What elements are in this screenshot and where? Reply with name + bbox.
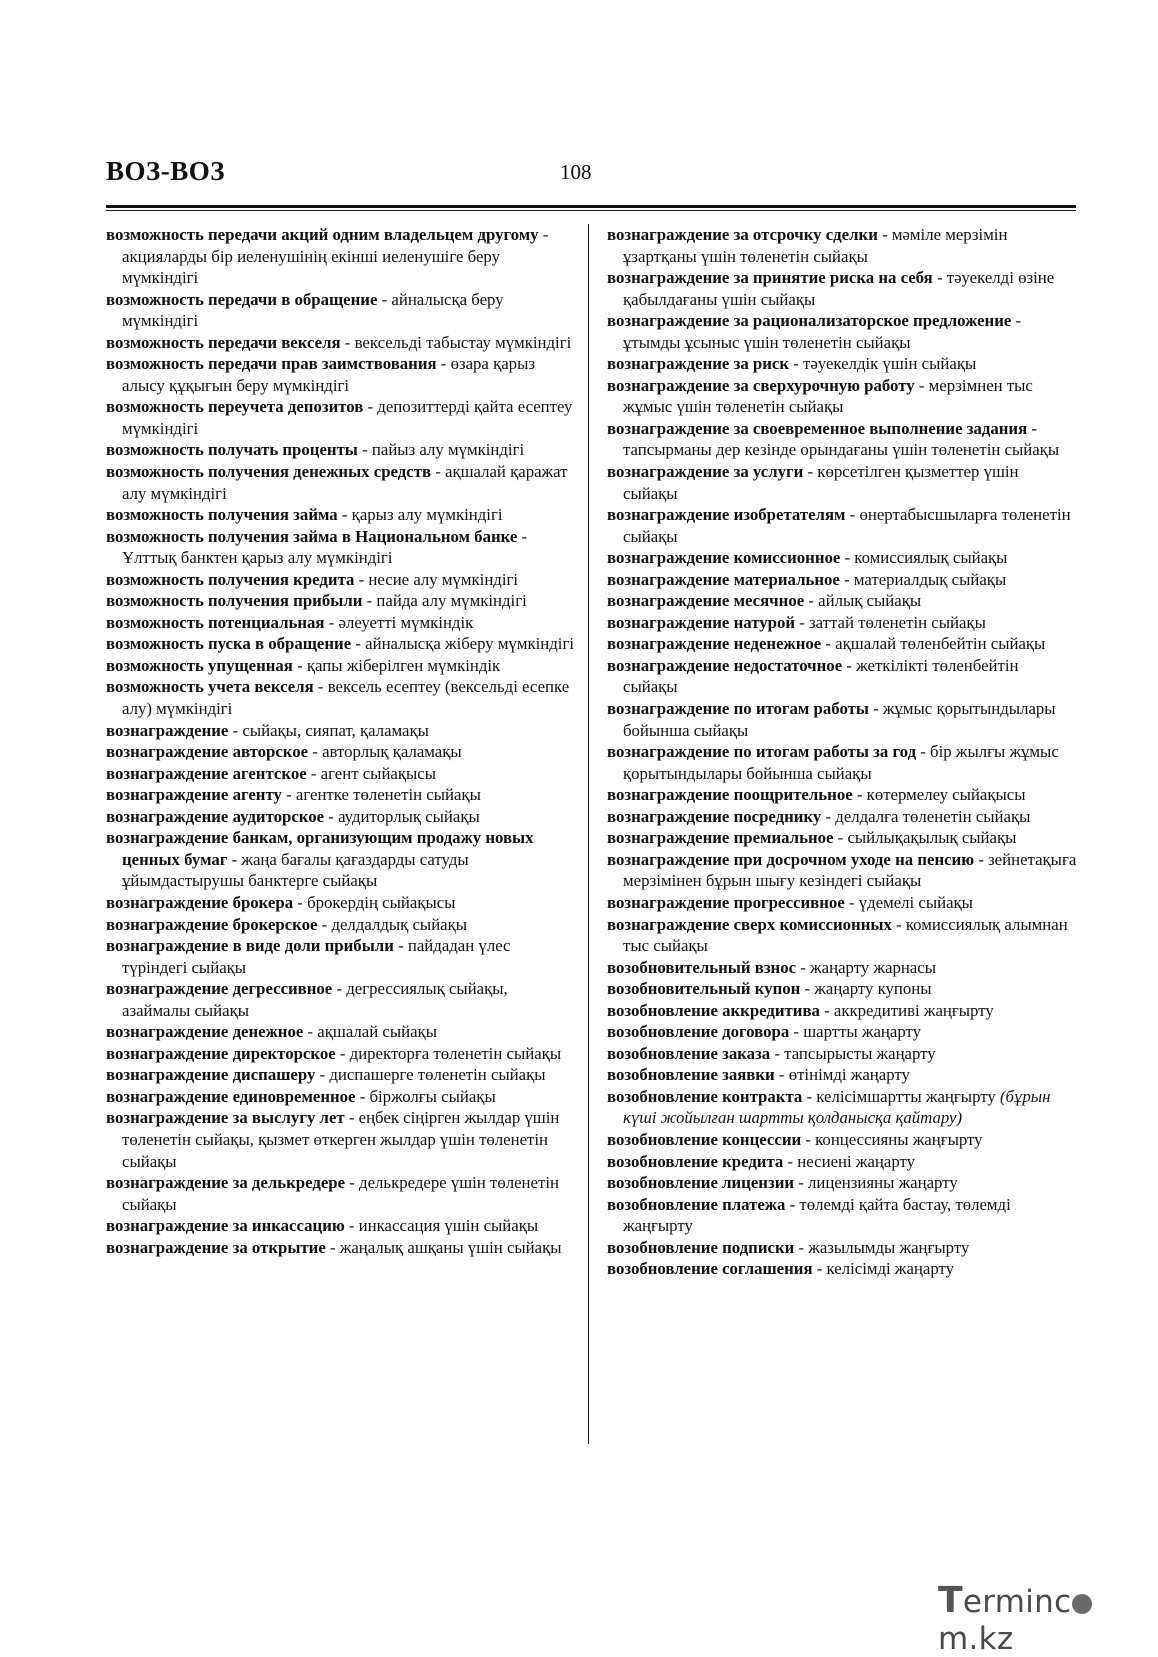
entry-term: вознаграждение премиальное [607,828,834,848]
dictionary-entry [607,612,1077,634]
entry-definition: - аккредитиві жаңғырту [819,1000,994,1020]
dictionary-entry [106,569,574,591]
entry-definition: - көтермелеу сыйақысы [852,785,1026,805]
dictionary-entry [607,849,1077,892]
entry-term: возможность получения займа в Национальном банке [106,526,518,546]
entry-term: вознаграждение единовременное [106,1086,356,1106]
dictionary-entry [607,1172,1077,1194]
dictionary-entry [106,1107,574,1172]
entry-term: возможность передачи прав заимствования [106,354,437,374]
entry-term: вознаграждение неденежное [607,634,822,654]
entry-definition: - ақшалай қаражат алу мүмкіндігі [122,462,568,503]
entry-term: вознаграждение агентское [106,763,307,783]
entry-definition: - келісімді жаңарту [812,1259,955,1279]
dictionary-entry [607,978,1077,1000]
entry-term: вознаграждение изобретателям [607,505,846,525]
entry-term: вознаграждение авторское [106,742,309,762]
entry-term: возобновление платежа [607,1194,786,1214]
entry-term: вознаграждение за сверхурочную работу [607,375,915,395]
entry-term: возможность получения займа [106,505,338,525]
entry-definition: - келісімшартты жаңғырту [802,1086,996,1106]
dictionary-entry [106,914,574,936]
entry-definition: - диспашерге төленетін сыйақы [315,1065,546,1085]
entry-term: вознаграждение банкам, организующим продажу новых ценных бумаг [106,828,534,869]
entry-definition: - қарыз алу мүмкіндігі [337,505,503,525]
header-rule-thin [106,210,1076,211]
dictionary-entry [607,698,1077,741]
entry-term: вознаграждение по итогам работы [607,699,869,719]
dictionary-entry [106,655,574,677]
dictionary-entry [607,1194,1077,1237]
dictionary-entry [607,310,1077,353]
entry-definition: - несиені жаңарту [783,1151,916,1171]
entry-definition: - лицензияны жаңарту [794,1173,958,1193]
entry-term: вознаграждение за выслугу лет [106,1108,345,1128]
entry-definition: - депозиттерді қайта есептеу мүмкіндігі [122,397,573,438]
dictionary-entry [607,957,1077,979]
entry-term: вознаграждение посреднику [607,806,822,826]
dictionary-entry [607,590,1077,612]
entry-term: возможность потенциальная [106,612,325,632]
dictionary-entry [106,676,574,719]
dictionary-entry [106,633,574,655]
entry-term: вознаграждение за делькредере [106,1173,346,1193]
running-head: ВОЗ-ВОЗ [106,156,226,186]
entry-term: вознаграждение за риск [607,354,790,374]
dictionary-entry [607,827,1077,849]
entry-definition: - айналысқа беру мүмкіндігі [122,289,504,331]
entry-term: вознаграждение за отсрочку сделки [607,225,878,244]
dictionary-entry [607,1064,1077,1086]
entry-definition: - жаңа бағалы қағаздарды сатуды ұйымдастырушы банктерге сыйақы [122,849,469,891]
entry-definition: - пайда алу мүмкіндігі [362,591,527,611]
entry-term: возможность переучета депозитов [106,397,364,417]
entry-definition: - дегрессиялық сыйақы, азаймалы сыйақы [122,979,508,1020]
entry-term: возобновление лицензии [607,1173,795,1193]
page-number: 108 [560,160,592,184]
entry-term: вознаграждение за открытие [106,1237,326,1257]
entry-term: возможность передачи акций одним владельцем другому [106,225,539,244]
entry-definition: - пайдадан үлес түріндегі сыйақы [122,936,511,977]
column-divider [588,224,589,1444]
entry-definition: - делдалға төленетін сыйақы [821,806,1031,826]
entry-definition: - концессияны жаңғырту [801,1129,983,1149]
entry-definition: - тәуекелдік үшін сыйақы [789,354,977,374]
entry-term: вознаграждение директорское [106,1043,336,1063]
dictionary-entry [106,1043,574,1065]
dictionary-entry [607,1151,1077,1173]
dictionary-entry [106,353,574,396]
entry-definition: - пайыз алу мүмкіндігі [357,440,525,460]
dictionary-entry [106,1021,574,1043]
entry-note: (бұрын күші жойылған шартты қолданысқа қайтару) [623,1086,1051,1128]
dictionary-entry [607,1237,1077,1259]
entry-term: возобновительный взнос [607,957,797,977]
dictionary-entry [607,569,1077,591]
dictionary-entry [106,784,574,806]
dictionary-entry [607,1043,1077,1065]
entry-term: возможность передачи векселя [106,332,341,352]
entry-definition: - айналысқа жіберу мүмкіндігі [351,634,574,654]
entry-definition: - өзара қарыз алысу құқығын беру мүмкіндігі [122,354,535,395]
dictionary-entry [607,375,1077,418]
entry-term: вознаграждение за рационализаторское предложение [607,311,1012,331]
entry-definition: - үдемелі сыйақы [844,892,973,912]
entry-term: вознаграждение аудиторское [106,806,325,826]
dictionary-entry [607,741,1077,784]
entry-term: возобновление заказа [607,1043,771,1063]
entry-definition: - өнертабысшыларға төленетін сыйақы [623,505,1071,546]
entry-definition: - Ұлттық банктен қарыз алу мүмкіндігі [122,526,528,568]
entry-definition: - комиссиялық сыйақы [840,548,1008,568]
dictionary-entry [106,978,574,1021]
entry-definition: - мерзімнен тыс жұмыс үшін төленетін сыйақы [623,375,1033,417]
entry-term: возобновление подписки [607,1237,795,1257]
entry-definition: - айлық сыйақы [804,591,922,611]
dictionary-entry [106,612,574,634]
entry-term: вознаграждение за инкассацию [106,1216,345,1236]
entry-definition: - тапсырысты жаңарту [770,1043,936,1063]
entry-definition: - көрсетілген қызметтер үшін сыйақы [623,462,1019,503]
entry-definition: - материалдық сыйақы [839,569,1007,589]
dictionary-entry [607,655,1077,698]
dictionary-entry [106,806,574,828]
entry-term: возможность получения денежных средств [106,462,432,482]
entry-definition: - вексельді табыстау мүмкіндігі [340,332,572,352]
entry-term: вознаграждение агенту [106,785,282,805]
entry-term: вознаграждение комиссионное [607,548,841,568]
entry-term: вознаграждение поощрительное [607,785,853,805]
entry-term: вознаграждение за услуги [607,462,804,482]
dictionary-entry [607,353,1077,375]
entry-definition: - сыйақы, сияпат, қаламақы [228,720,429,740]
dictionary-entry [106,935,574,978]
entry-definition: - брокердің сыйақысы [293,892,456,912]
entry-term: возобновление аккредитива [607,1000,820,1020]
entry-definition: - авторлық қаламақы [308,742,462,762]
dictionary-entry [607,914,1077,957]
termincom-watermark-logo: Termincm.kz [938,1580,1158,1657]
entry-definition: - делдалдық сыйақы [317,914,468,934]
entry-definition: - директорға төленетін сыйақы [335,1043,562,1063]
entry-term: вознаграждение прогрессивное [607,892,845,912]
entry-term: возобновление кредита [607,1151,784,1171]
entry-definition: - сыйлықақылық сыйақы [833,828,1017,848]
entry-definition: - заттай төленетін сыйақы [795,612,986,632]
entry-term: возобновление концессии [607,1129,802,1149]
entry-definition: - жаңалық ашқаны үшін сыйақы [325,1237,562,1257]
dictionary-entry [106,590,574,612]
entry-definition: - жұмыс қорытындылары бойынша сыйақы [623,699,1056,740]
header-rule-thick [106,205,1076,208]
dictionary-entry [607,267,1077,310]
entry-definition: - агент сыйақысы [306,763,437,783]
entry-definition: - өтінімді жаңарту [774,1065,910,1085]
dictionary-entry [106,461,574,504]
entry-term: вознаграждение диспашеру [106,1065,316,1085]
dictionary-entry [607,892,1077,914]
entry-definition: - жазылымды жаңғырту [794,1237,970,1257]
dictionary-entry [607,806,1077,828]
entry-term: вознаграждение сверх комиссионных [607,914,892,934]
entry-definition: - акцияларды бір иеленушінің екінші иеленушіге беру мүмкіндігі [122,225,549,288]
dictionary-entry [106,224,574,289]
entry-definition: - жеткілікті төленбейтін сыйақы [623,655,1019,697]
dictionary-entry [106,1086,574,1108]
entry-term: возможность упущенная [106,655,293,675]
dictionary-entry [106,289,574,332]
dictionary-entry [106,1064,574,1086]
entry-definition: - ұтымды ұсыныс үшін төленетін сыйақы [623,311,1022,352]
entry-term: возможность получения кредита [106,569,355,589]
entry-definition: - қапы жіберілген мүмкіндік [292,655,501,675]
entry-definition: - тәуекелді өзіне қабылдағаны үшін сыйақы [623,268,1055,309]
entry-term: вознаграждение в виде доли прибыли [106,936,394,956]
dictionary-entry [106,504,574,526]
entry-term: вознаграждение [106,720,229,740]
entry-definition: - делькредере үшін төленетін сыйақы [122,1173,559,1214]
dictionary-entry [106,720,574,742]
entry-term: возможность передачи в обращение [106,289,378,309]
entry-definition: - зейнетақыға мерзімінен бұрын шығу кезіндегі сыйақы [623,849,1077,891]
dictionary-entry [106,396,574,439]
entry-definition: - ақшалай сыйақы [303,1022,437,1042]
dictionary-entry [106,741,574,763]
dictionary-entry [106,332,574,354]
entry-term: вознаграждение материальное [607,569,840,589]
entry-term: вознаграждение дегрессивное [106,979,333,999]
entry-definition: - мәміле мерзімін ұзартқаны үшін төленетін сыйақы [623,225,1008,266]
dictionary-entry [106,1237,574,1259]
entry-definition: - шартты жаңарту [789,1022,922,1042]
entry-term: возобновительный купон [607,979,801,999]
entry-term: вознаграждение при досрочном уходе на пенсию [607,849,975,869]
dictionary-entry [607,461,1077,504]
entry-definition: - несие алу мүмкіндігі [354,569,519,589]
entry-term: вознаграждение брокерское [106,914,318,934]
dictionary-entry [607,633,1077,655]
entry-definition: - комиссиялық алымнан тыс сыйақы [623,914,1068,956]
dictionary-entry [106,1215,574,1237]
right-column [607,224,1077,1280]
entry-definition: - агентке төленетін сыйақы [281,785,481,805]
globe-icon [1072,1594,1092,1614]
dictionary-entry [106,763,574,785]
dictionary-entry [607,1258,1077,1280]
entry-term: возможность получать проценты [106,440,358,460]
entry-term: вознаграждение денежное [106,1022,304,1042]
entry-definition: - вексель есептеу (вексельді есепке алу) мүмкіндігі [122,677,570,719]
entry-term: возможность пуска в обращение [106,634,352,654]
dictionary-entry [607,784,1077,806]
dictionary-entry [106,827,574,892]
entry-definition: - еңбек сіңірген жылдар үшін төленетін сыйақы, қызмет өткерген жылдар үшін төленетін сыйақы [122,1108,560,1171]
entry-definition: - төлемді қайта бастау, төлемді жаңғырту [623,1194,1011,1236]
entry-term: вознаграждение натурой [607,612,796,632]
entry-definition: - жаңарту жарнасы [796,957,936,977]
entry-term: возобновление контракта [607,1086,803,1106]
dictionary-entry [607,418,1077,461]
dictionary-entry [607,1086,1077,1129]
dictionary-entry [106,439,574,461]
entry-definition: - жаңарту купоны [800,979,932,999]
left-column [106,224,574,1258]
dictionary-entry [607,224,1077,267]
entry-term: возможность получения прибыли [106,591,363,611]
entry-term: возобновление договора [607,1022,790,1042]
entry-definition: - біржолғы сыйақы [355,1086,496,1106]
dictionary-entry [607,504,1077,547]
entry-definition: - бір жылғы жұмыс қорытындылары бойынша сыйақы [623,742,1059,783]
entry-term: возобновление соглашения [607,1259,813,1279]
entry-term: вознаграждение брокера [106,892,294,912]
entry-term: вознаграждение за своевременное выполнение задания [607,418,1028,438]
dictionary-entry [607,1129,1077,1151]
dictionary-entry [607,547,1077,569]
entry-term: вознаграждение за принятие риска на себя [607,268,933,288]
entry-term: вознаграждение месячное [607,591,805,611]
entry-term: возможность учета векселя [106,677,314,697]
entry-definition: - инкассация үшін сыйақы [344,1216,539,1236]
entry-definition: - тапсырманы дер кезінде орындағаны үшін төленетін сыйақы [623,418,1060,460]
dictionary-entry [106,526,574,569]
entry-term: вознаграждение по итогам работы за год [607,742,917,762]
entry-term: вознаграждение недостаточное [607,655,843,675]
entry-definition: - ақшалай төленбейтін сыйақы [821,634,1046,654]
dictionary-entry [607,1021,1077,1043]
dictionary-entry [106,1172,574,1215]
entry-definition: - аудиторлық сыйақы [324,806,480,826]
entry-term: возобновление заявки [607,1065,775,1085]
dictionary-entry [607,1000,1077,1022]
dictionary-entry [106,892,574,914]
entry-definition: - әлеуетті мүмкіндік [324,612,474,632]
